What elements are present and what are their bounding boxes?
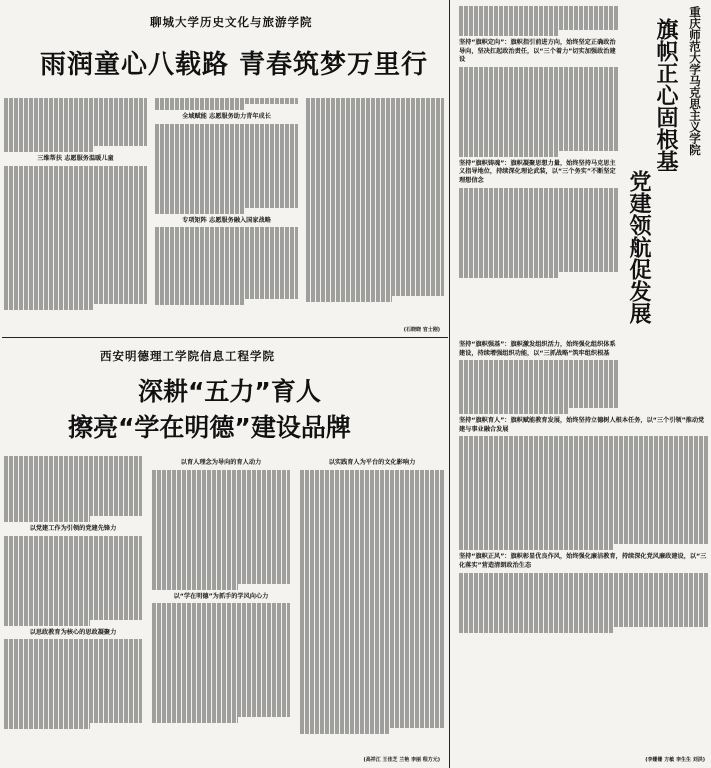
article-column [155, 98, 298, 326]
section-heading: 以“学在明德”为抓手的学风向心力 [173, 592, 269, 600]
article-org: 重庆师范大学马克思主义学院 [688, 6, 702, 156]
article-column [4, 98, 147, 326]
section-heading: 全域赋能 志愿服务助力青年成长 [182, 113, 271, 120]
section-heading: 以思政教育为核心的思政凝聚力 [29, 628, 117, 636]
section-heading: 以实践育人为平台的文化影响力 [328, 459, 416, 466]
article-xian-mingde [0, 338, 448, 768]
article-headline: 雨润童心八载路 青春筑梦万里行 [40, 50, 429, 80]
section-heading: 专项矩阵 志愿服务融入国家战略 [182, 216, 271, 224]
section-heading: 坚持“旗帜正风”：旗帜彰显优良作风，始终强化廉洁教育，持续深化党风廉政建设，以“三化落实”营造清朗政治生态 [459, 553, 707, 569]
article-column [459, 338, 709, 758]
section-heading: 坚持“旗帜铸魂”：旗帜凝聚思想力量，始终坚持马克思主义指导地位，持续深化理论武装，以“三个务实”不断坚定理想信念 [459, 159, 616, 184]
article-headline-line2: 擦亮“学在明德”建设品牌 [68, 413, 351, 442]
article-column [459, 6, 619, 336]
article-liaocheng [0, 0, 448, 335]
article-column [152, 456, 290, 764]
section-heading: 以育人理念为导向的育人动力 [180, 459, 262, 466]
section-heading: 坚持“旗帜育人”：旗帜赋能教育发展，始终坚持立德树人根本任务，以“三个引领”推动党建与事业融合发展 [459, 417, 705, 433]
article-headline-line2: 党建领航促发展 [626, 170, 651, 324]
divider [449, 0, 450, 768]
section-heading: 坚持“旗帜定向”：旗帜指引前进方向，始终坚定正确政治导向，坚决扛起政治责任，以“三个着力”切实加强政治建设 [459, 39, 616, 64]
article-column [300, 456, 444, 752]
article-headline-line1: 深耕“五力”育人 [138, 377, 321, 406]
article-headline-line1: 旗帜正心固根基 [653, 18, 678, 172]
article-org: 西安明德理工学院信息工程学院 [100, 349, 275, 363]
article-byline: (李姗姗 方敏 李生生 刘洪) [645, 757, 705, 763]
article-chongqing [451, 0, 711, 768]
article-byline: (石晓晓 官士刚) [403, 327, 440, 333]
article-column [4, 456, 142, 764]
article-column [306, 98, 444, 326]
article-byline: (高祥江 王佳芝 兰艳 李丽 程方元) [363, 757, 440, 763]
article-org: 聊城大学历史文化与旅游学院 [150, 15, 313, 29]
section-heading: 坚持“旗帜强基”：旗帜激发组织活力，始终强化组织体系建设，持续增强组织功能，以“三抓战略”筑牢组织根基 [459, 341, 616, 357]
section-heading: 三维帮扶 志愿服务温暖儿童 [37, 155, 114, 162]
section-heading: 以党建工作为引领的党建先锋力 [29, 525, 117, 532]
